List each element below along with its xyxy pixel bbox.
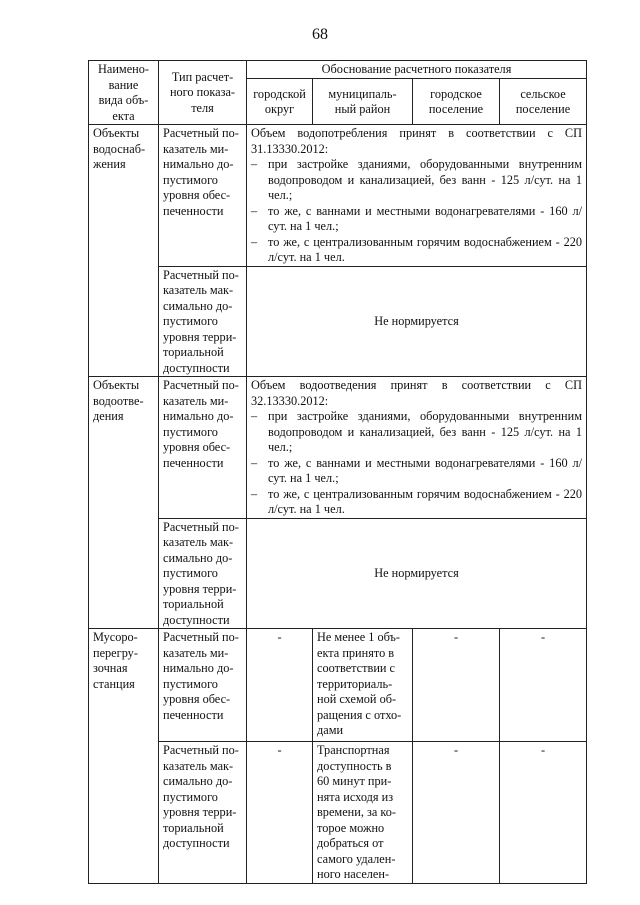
value-urban-settlement: - [413,629,500,742]
not-normalized-value: Не нормируется [247,518,587,629]
basis-item: – то же, с централизованным горячим водоснабжением - 220 л/сут. на 1 чел. [251,235,582,266]
page-number: 68 [312,26,328,43]
indicator-type-min: Расчетный по- казатель ми- нимально до- пустимого уровня обес- печенности [159,629,247,742]
value-urban-district: - [247,742,313,884]
value-rural-settlement: - [500,742,587,884]
indicator-type-max: Расчетный по- казатель мак- симально до- пустимого уровня терри- ториальной доступности [159,742,247,884]
basis-item: – при застройке зданиями, оборудованными внутренним водопроводом и канализацией, без ванн - 125 л/сут. на 1 чел.; [251,409,582,456]
indicator-type-min: Расчетный по- казатель ми- нимально до- пустимого уровня обес- печенности [159,125,247,267]
basis-intro: Объем водопотребления принят в соответствии с СП 31.13330.2012: [251,126,583,156]
value-municipal-district: Не менее 1 объ- екта принято в соответствии с территориаль- ной схемой об- ращения с отхо- дами [313,629,413,742]
header-basis-group: Обоснование расчетного показателя [247,61,587,79]
header-urban-settlement: городское поселение [413,79,500,125]
value-rural-settlement: - [500,629,587,742]
basis-intro: Объем водоотведения принят в соответствии с СП 32.13330.2012: [251,378,583,408]
basis-item: – то же, с ваннами и местными водонагревателями - 160 л/сут. на 1 чел.; [251,204,582,235]
value-urban-settlement: - [413,742,500,884]
indicator-type-max: Расчетный по- казатель мак- симально до- пустимого уровня терри- ториальной доступности [159,266,247,377]
header-municipal-district: муниципаль- ный район [313,79,413,125]
value-municipal-district: Транспортная доступность в 60 минут при- нята исходя из времени, за ко- торое можно добраться от самого удален- ного населен- [313,742,413,884]
basis-water-supply [247,125,587,267]
basis-list [251,157,582,266]
object-name-wastewater: Объекты водоотве- дения [89,377,159,629]
basis-item: – то же, с централизованным горячим водоснабжением - 220 л/сут. на 1 чел. [251,487,582,518]
indicator-type-max: Расчетный по- казатель мак- симально до- пустимого уровня терри- ториальной доступности [159,518,247,629]
basis-wastewater [247,377,587,519]
header-indicator-type: Тип расчет- ного показа- теля [159,61,247,125]
basis-item: – то же, с ваннами и местными водонагревателями - 160 л/сут. на 1 чел.; [251,456,582,487]
value-urban-district: - [247,629,313,742]
object-name-water-supply: Объекты водоснаб- жения [89,125,159,377]
basis-item: – при застройке зданиями, оборудованными внутренним водопроводом и канализацией, без ванн - 125 л/сут. на 1 чел.; [251,157,582,204]
object-name-waste-transfer-station: Мусоро- перегру- зочная станция [89,629,159,884]
header-urban-district: городской округ [247,79,313,125]
basis-list [251,409,582,518]
header-object-name: Наимено- вание вида объ- екта [89,61,159,125]
not-normalized-value: Не нормируется [247,266,587,377]
header-rural-settlement: сельское поселение [500,79,587,125]
indicator-type-min: Расчетный по- казатель ми- нимально до- пустимого уровня обес- печенности [159,377,247,519]
standards-table [88,60,587,884]
